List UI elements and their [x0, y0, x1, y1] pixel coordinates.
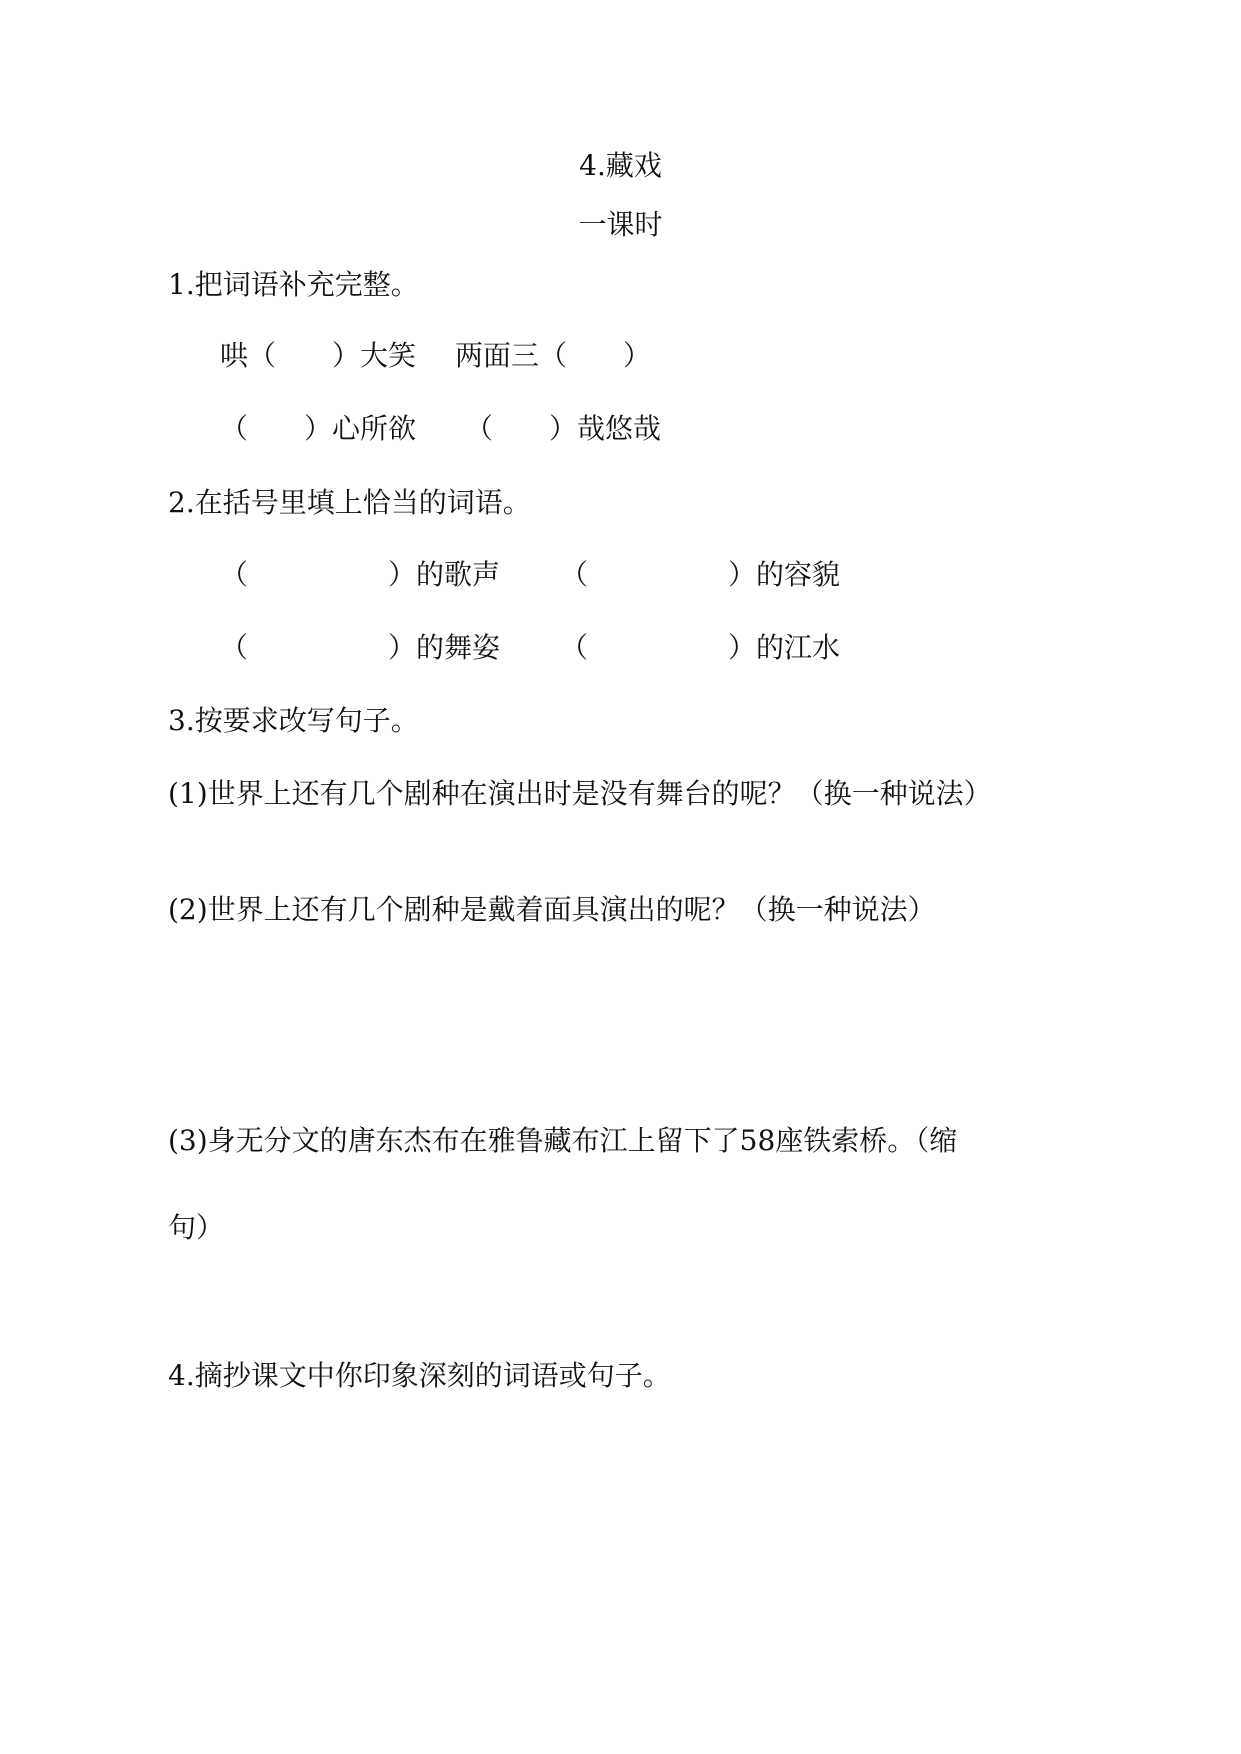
page-title: 4.藏戏: [579, 149, 662, 182]
question-1-heading: 1.把词语补充完整。: [168, 268, 419, 301]
page-subtitle: 一课时: [578, 208, 663, 241]
q2-blank-4: （ ）的江水: [560, 631, 841, 664]
q1-blank-2: 两面三（ ）: [455, 339, 652, 372]
q1-blank-4: （ ）哉悠哉: [465, 412, 662, 445]
q1-blank-3: （ ）心所欲: [220, 412, 417, 445]
q1-blank-1: 哄（ ）大笑: [220, 339, 417, 372]
q3-item-3-line-2: 句）: [168, 1211, 225, 1244]
q3-item-3-line-1: (3)身无分文的唐东杰布在雅鲁藏布江上留下了58座铁索桥。（缩: [168, 1124, 958, 1157]
question-3-heading: 3.按要求改写句子。: [168, 704, 419, 737]
q2-blank-3: （ ）的舞姿: [220, 631, 501, 664]
q3-item-2: (2)世界上还有几个剧种是戴着面具演出的呢？（换一种说法）: [168, 893, 936, 926]
question-4-heading: 4.摘抄课文中你印象深刻的词语或句子。: [168, 1359, 671, 1392]
q3-item-1: (1)世界上还有几个剧种在演出时是没有舞台的呢？（换一种说法）: [168, 777, 992, 810]
q2-blank-2: （ ）的容貌: [560, 558, 841, 591]
q2-blank-1: （ ）的歌声: [220, 558, 501, 591]
question-2-heading: 2.在括号里填上恰当的词语。: [168, 486, 531, 519]
